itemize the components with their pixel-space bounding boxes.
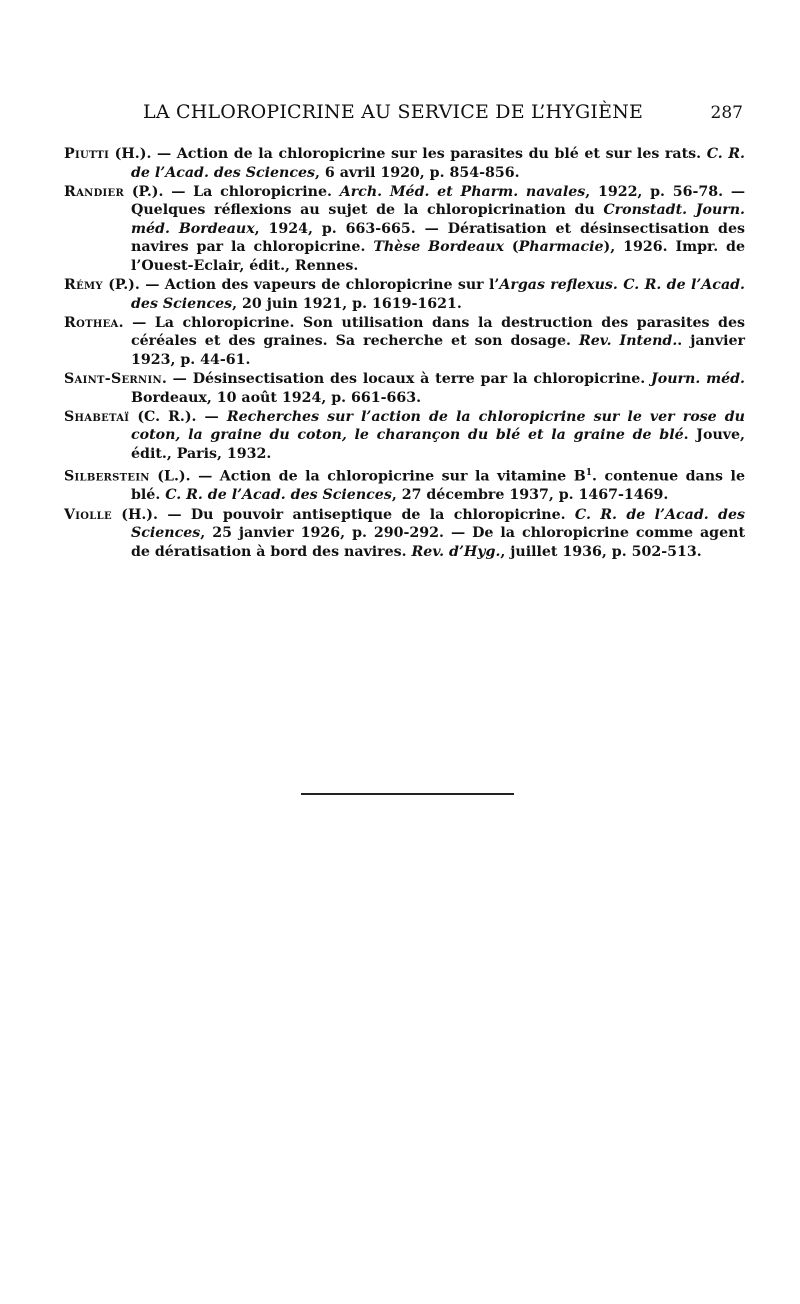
entry-italic-wrapper: [519, 239, 604, 255]
entry-author-initials: (H.).: [111, 506, 158, 523]
bibliography-entry: [64, 314, 745, 370]
bibliography-entry: [64, 408, 745, 464]
entry-text-segment: — Du pouvoir antiseptique de la chloropicrine.: [157, 506, 575, 523]
entry-text-segment: . Jouve, édit., Paris, 1932.: [131, 427, 745, 462]
entry-text-segment: , 20 juin 1921, p. 1619-1621.: [232, 295, 462, 312]
entry-author: Randier: [64, 183, 125, 200]
entry-italic-segment: C. R. de l’Acad. des Sciences: [131, 146, 745, 181]
entry-author: Violle: [64, 506, 112, 523]
entry-author: Rothea: [64, 314, 119, 331]
entry-italic-segment: C. R. de l’Acad. des Sciences: [165, 487, 392, 504]
entry-italic-segment: Argas reflexus. C. R. de l’Acad. des Sciences: [131, 277, 745, 312]
entry-text-segment: , 1924, p. 663-665. — Dératisation et désinsectisation des navires par la chloropicrine.: [131, 220, 745, 256]
entry-italic-wrapper: [340, 184, 586, 200]
entry-italic-segment: Journ. méd.: [651, 371, 745, 388]
bibliography-list: [64, 145, 745, 562]
entry-text-segment: — Action de la chloropicrine sur les parasites du blé et sur les rats.: [151, 146, 707, 162]
entry-author-initials: (P.).: [102, 277, 140, 294]
entry-italic-wrapper: [165, 487, 392, 503]
entry-italic-segment: Thèse Bordeaux: [373, 239, 504, 256]
entry-italic-wrapper: [651, 371, 745, 387]
entry-author: Piutti: [64, 146, 110, 162]
entry-italic-segment: C. R. de l’Acad. des Sciences: [131, 506, 745, 542]
bibliography-entry: [64, 276, 745, 313]
entry-text-segment: — Action des vapeurs de chloropicrine sur l’: [139, 277, 500, 294]
bibliography-entry: [64, 183, 745, 276]
entry-italic-segment: Cronstadt. Journ. méd. Bordeaux: [131, 202, 745, 237]
entry-text-segment: , 25 janvier 1926, p. 290-292. — De la chloropicrine comme agent de dératisation à bord des navires.: [131, 525, 745, 560]
entry-italic-segment: Recherches sur l’action de la chloropicrine sur le ver rose du coton, la graine du coton, le charançon du blé et la graine de blé: [131, 408, 745, 444]
entry-author: Silberstein: [64, 468, 150, 485]
entry-italic-segment: Rev. Intend.: [578, 333, 678, 350]
entry-italic-segment: Rev. d’Hyg.: [411, 543, 501, 560]
entry-italic-wrapper: [412, 544, 501, 560]
entry-author: Shabetaï: [64, 408, 130, 425]
bibliography-entry: [64, 464, 745, 505]
section-end-rule: [301, 793, 514, 795]
entry-author-initials: .: [161, 371, 167, 388]
running-title: LA CHLOROPICRINE AU SERVICE DE L’HYGIÈNE: [143, 101, 644, 123]
entry-italic-segment: Pharmacie: [518, 239, 604, 256]
entry-text-segment: , juillet 1936, p. 502-513.: [500, 543, 702, 560]
entry-italic-wrapper: [373, 239, 504, 255]
entry-author-initials: (P.).: [124, 183, 164, 200]
entry-text-segment: — Action de la chloropicrine sur la vitamine B: [190, 468, 586, 485]
bibliography-entry: [64, 145, 745, 182]
entry-italic-segment: Arch. Méd. et Pharm. navales: [339, 183, 586, 200]
entry-superscript: 1: [585, 468, 592, 479]
entry-author: Saint-Sernin: [64, 371, 162, 388]
entry-text-segment: — La chloropicrine.: [163, 183, 340, 200]
entry-text-segment: , 27 décembre 1937, p. 1467-1469.: [391, 487, 669, 504]
entry-author: Rémy: [64, 277, 103, 294]
entry-author-initials: (L.).: [149, 468, 191, 485]
entry-text-segment: — Désinsectisation des locaux à terre par la chloropicrine.: [166, 371, 652, 388]
entry-text-segment: (: [503, 239, 519, 256]
bibliography-entry: [64, 506, 745, 562]
page-number: 287: [710, 103, 743, 123]
entry-text-segment: , 6 avril 1920, p. 854-856.: [315, 164, 520, 181]
entry-text-segment: Bordeaux, 10 août 1924, p. 661-663.: [131, 389, 422, 406]
entry-author-initials: (H.).: [109, 146, 152, 162]
entry-text-segment: . janvier 1923, p. 44-61.: [131, 333, 746, 369]
entry-author-initials: .: [118, 314, 124, 331]
entry-italic-wrapper: [579, 333, 677, 349]
entry-text-segment: — La chloropicrine. Son utilisation dans la destruction des parasites des céréales et des graines. Sa recherche et son dosage.: [123, 314, 745, 350]
entry-text-segment: —: [196, 408, 227, 425]
entry-text-segment: , 1922, p. 56-78. — Quelques réflexions au sujet de la chloropicrination du: [131, 183, 746, 219]
entry-text-segment: ), 1926. Impr. de l’Ouest-Eclair, édit., Rennes.: [131, 239, 745, 275]
entry-author-initials: (C. R.).: [129, 408, 197, 425]
entry-text-segment: . contenue dans le blé.: [131, 468, 745, 504]
bibliography-entry: [64, 370, 745, 407]
